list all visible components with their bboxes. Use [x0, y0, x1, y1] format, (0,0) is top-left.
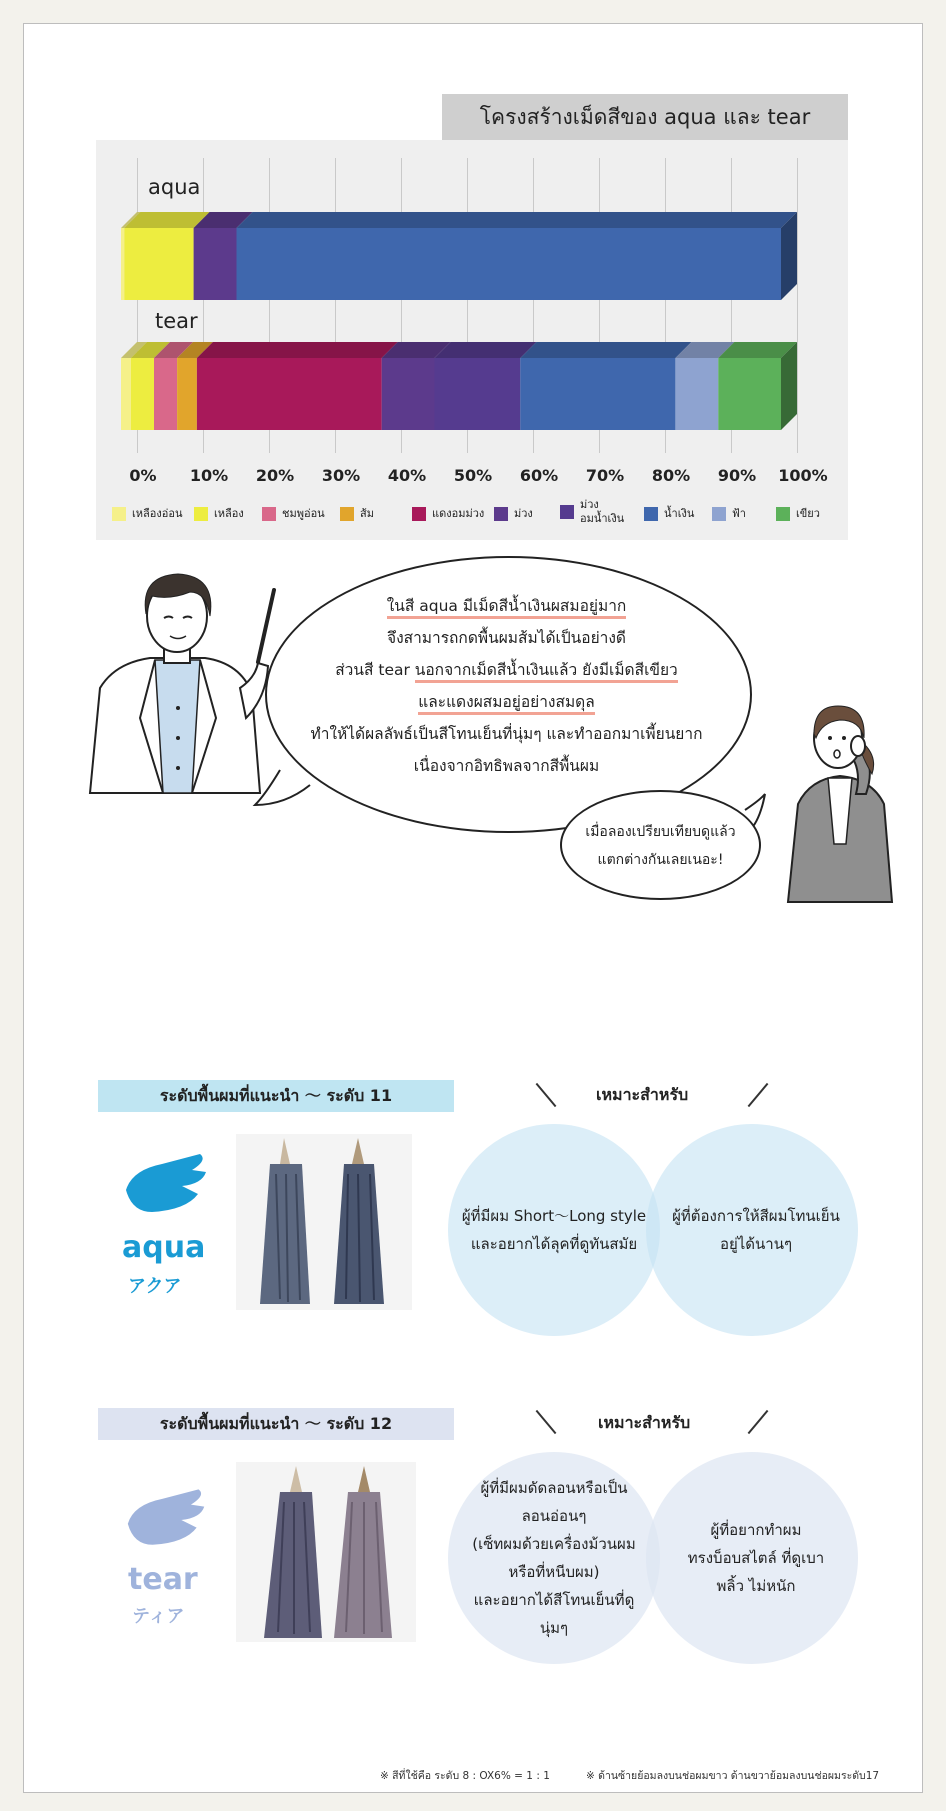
legend-swatch [112, 507, 126, 521]
x-tick-label: 50% [453, 466, 493, 485]
legend-item [494, 507, 533, 521]
bar-aqua [121, 212, 797, 300]
footnote-ratio: ※ สีที่ใช้คือ ระดับ 8 : OX6% = 1 : 1 [380, 1770, 550, 1782]
bar-segment-top-tear [197, 342, 398, 358]
legend-label: เหลืองอ่อน [132, 507, 183, 520]
tear-suitable-label: เหมาะสำหรับ [598, 1413, 691, 1432]
legend-label: ส้ม [360, 507, 374, 520]
aqua-hair-swatch-photo [236, 1134, 412, 1310]
bar-segment-top-tear [520, 342, 691, 358]
legend-item [560, 498, 624, 526]
bar-segment-aqua [237, 228, 782, 300]
speech-bubble-text [240, 590, 773, 782]
bar-segment-tear [197, 358, 382, 430]
legend-swatch [412, 507, 426, 521]
legend-label: แดงอมม่วง [432, 507, 485, 520]
legend-swatch [776, 507, 790, 521]
listener-woman-illustration [780, 694, 900, 904]
x-tick-label: 30% [321, 466, 361, 485]
x-tick-label: 70% [585, 466, 625, 485]
x-tick-label: 10% [189, 466, 229, 485]
bar-segment-tear [675, 358, 718, 430]
bar-segment-tear [121, 358, 131, 430]
bar-segment-tear [520, 358, 675, 430]
bar-segment-top-aqua [237, 212, 798, 228]
bar-label-tear: tear [155, 309, 198, 333]
legend-swatch [644, 507, 658, 521]
legend-swatch [262, 507, 276, 521]
tear-brush-stroke-icon [124, 1484, 210, 1554]
footnote-swatch-note: ※ ด้านซ้ายย้อมลงบนช่อผมขาว ด้านขวาย้อมลงบนช่อผมระดับ17 [586, 1770, 880, 1782]
speech-line-5: ทำให้ได้ผลลัพธ์เป็นสีโทนเย็นที่นุ่มๆ และทำออกมาเพี้ยนยาก [310, 725, 703, 743]
legend-label: ฟ้า [732, 507, 746, 520]
x-tick-label: 60% [519, 466, 559, 485]
tear-suitable-text-1: ผู้ที่มีผมดัดลอนหรือเป็น ลอนอ่อนๆ (เซ็ทผมด้วยเครื่องม้วนผม หรือที่หนีบผม) และอยากได้สีโทนเย็นที่ดู นุ่มๆ [472, 1479, 636, 1637]
aqua-suitable-text-2: ผู้ที่ต้องการให้สีผมโทนเย็น อยู่ได้นานๆ [672, 1207, 840, 1253]
aqua-level-banner: ระดับพื้นผมที่แนะนำ ～ ระดับ 11 [98, 1080, 454, 1112]
legend-label: ชมพูอ่อน [282, 507, 325, 520]
tear-brand-name: tear [128, 1562, 198, 1597]
x-tick-label: 90% [717, 466, 757, 485]
x-tick-label: 100% [778, 466, 828, 485]
aqua-brand-kana: アクア [128, 1276, 182, 1297]
bar-segment-aqua [121, 228, 124, 300]
bar-segment-top-tear [435, 342, 537, 358]
legend-item [194, 507, 244, 521]
legend-item [262, 507, 325, 521]
bar-label-aqua: aqua [148, 175, 201, 199]
aqua-brush-stroke-icon [122, 1150, 212, 1220]
speech-line-2: จึงสามารถกดพื้นผมส้มได้เป็นอย่างดี [386, 629, 626, 647]
x-tick-label: 80% [651, 466, 691, 485]
bar-segment-aqua [194, 228, 237, 300]
speech-line-1: ในสี aqua มีเม็ดสีน้ำเงินผสมอยู่มาก [387, 597, 627, 619]
legend-label: ม่วง [514, 507, 533, 520]
aqua-brand-name: aqua [122, 1230, 206, 1265]
bar-segment-tear [382, 358, 435, 430]
legend-item [776, 507, 820, 521]
chart-title: โครงสร้างเม็ดสีของ aqua และ tear [442, 94, 848, 140]
legend-item [340, 507, 374, 521]
x-tick-label: 40% [387, 466, 427, 485]
reply-line-2: แตกต่างกันเลยเนอะ! [597, 852, 724, 868]
legend-swatch [560, 505, 574, 519]
tear-brand-kana: ティア [132, 1606, 185, 1627]
legend-swatch [494, 507, 508, 521]
legend-item [712, 507, 746, 521]
bar-segment-tear [718, 358, 781, 430]
speech-line-3a: ส่วนสี tear [335, 661, 415, 679]
aqua-suitable-label: เหมาะสำหรับ [596, 1085, 689, 1104]
speech-line-6: เนื่องจากอิทธิพลจากสีพื้นผม [413, 757, 600, 775]
speech-line-4: และแดงผสมอยู่อย่างสมดุล [418, 693, 595, 715]
tear-hair-swatch-photo [236, 1462, 416, 1642]
bar-segment-tear [131, 358, 154, 430]
bar-tear [121, 342, 797, 430]
bar-segment-tear [177, 358, 197, 430]
bar-segment-tear [154, 358, 177, 430]
reply-bubble-text [560, 818, 761, 874]
reply-line-1: เมื่อลองเปรียบเทียบดูแล้ว [585, 824, 736, 840]
x-tick-label: 20% [255, 466, 295, 485]
legend-swatch [712, 507, 726, 521]
legend-label: เขียว [796, 507, 820, 520]
legend-label: ม่วง อมน้ำเงิน [580, 498, 625, 525]
legend-item [412, 507, 484, 521]
legend-label: เหลือง [214, 507, 244, 520]
legend-swatch [340, 507, 354, 521]
speech-line-3b: นอกจากเม็ดสีน้ำเงินแล้ว ยังมีเม็ดสีเขียว [415, 661, 678, 683]
legend-item [644, 507, 694, 521]
x-tick-label: 0% [129, 466, 157, 485]
legend-item [112, 507, 182, 521]
bar-segment-aqua [124, 228, 193, 300]
tear-suitable-text-2: ผู้ที่อยากทำผม ทรงบ็อบสไตล์ ที่ดูเบา พลิ้ว ไม่หนัก [687, 1521, 825, 1595]
aqua-suitable-text-1: ผู้ที่มีผม Short～Long style และอยากได้ลุคที่ดูทันสมัย [461, 1207, 647, 1253]
tear-level-banner: ระดับพื้นผมที่แนะนำ ～ ระดับ 12 [98, 1408, 454, 1440]
legend-swatch [194, 507, 208, 521]
legend-label: น้ำเงิน [664, 507, 695, 520]
bar-segment-tear [435, 358, 521, 430]
